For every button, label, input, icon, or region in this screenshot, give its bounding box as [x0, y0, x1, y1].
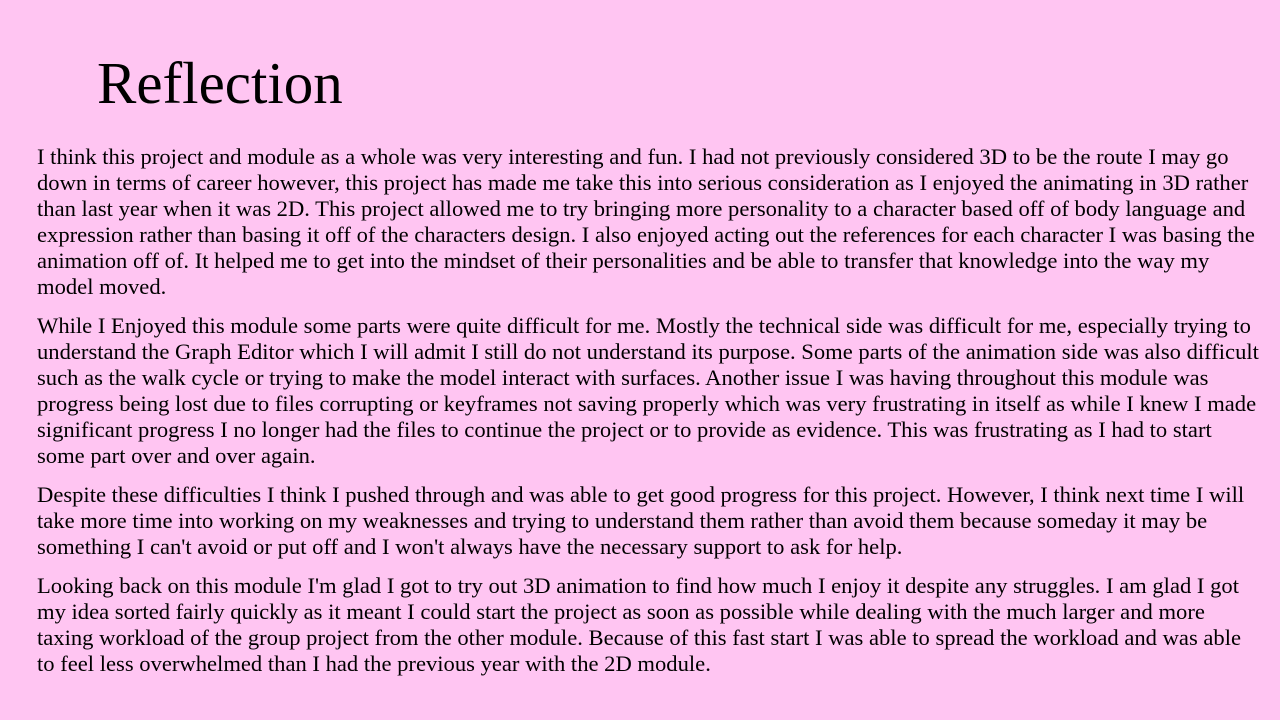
reflection-body: [37, 144, 1259, 690]
paragraph-enjoyment: I think this project and module as a whole was very interesting and fun. I had not previously considered 3D to be the route I may go down in terms of career however, this project has made me take this into serious consideration as I enjoyed the animating in 3D rather than last year when it was 2D. This project allowed me to try bringing more personality to a character based off of body language and expression rather than basing it off of the characters design. I also enjoyed acting out the references for each character I was basing the animation off of. It helped me to get into the mindset of their personalities and be able to transfer that knowledge into the way my model moved.: [37, 144, 1255, 299]
paragraph-improvement: Despite these difficulties I think I pushed through and was able to get good progress for this project. However, I think next time I will take more time into working on my weaknesses and trying to understand them rather than avoid them because someday it may be something I can't avoid or put off and I won't always have the necessary support to ask for help.: [37, 482, 1245, 559]
slide-title: Reflection: [97, 50, 343, 116]
paragraph-conclusion: Looking back on this module I'm glad I got to try out 3D animation to find how much I enjoy it despite any struggles. I am glad I got my idea sorted fairly quickly as it meant I could start the project as soon as possible while dealing with the much larger and more taxing workload of the group project from the other module. Because of this fast start I was able to spread the workload and was able to feel less overwhelmed than I had the previous year with the 2D module.: [37, 573, 1242, 676]
paragraph-difficulties: While I Enjoyed this module some parts were quite difficult for me. Mostly the technical side was difficult for me, especially trying to understand the Graph Editor which I will admit I still do not understand its purpose. Some parts of the animation side was also difficult such as the walk cycle or trying to make the model interact with surfaces. Another issue I was having throughout this module was progress being lost due to files corrupting or keyframes not saving properly which was very frustrating in itself as while I knew I made significant progress I no longer had the files to continue the project or to provide as evidence. This was frustrating as I had to start some part over and over again.: [37, 313, 1259, 468]
